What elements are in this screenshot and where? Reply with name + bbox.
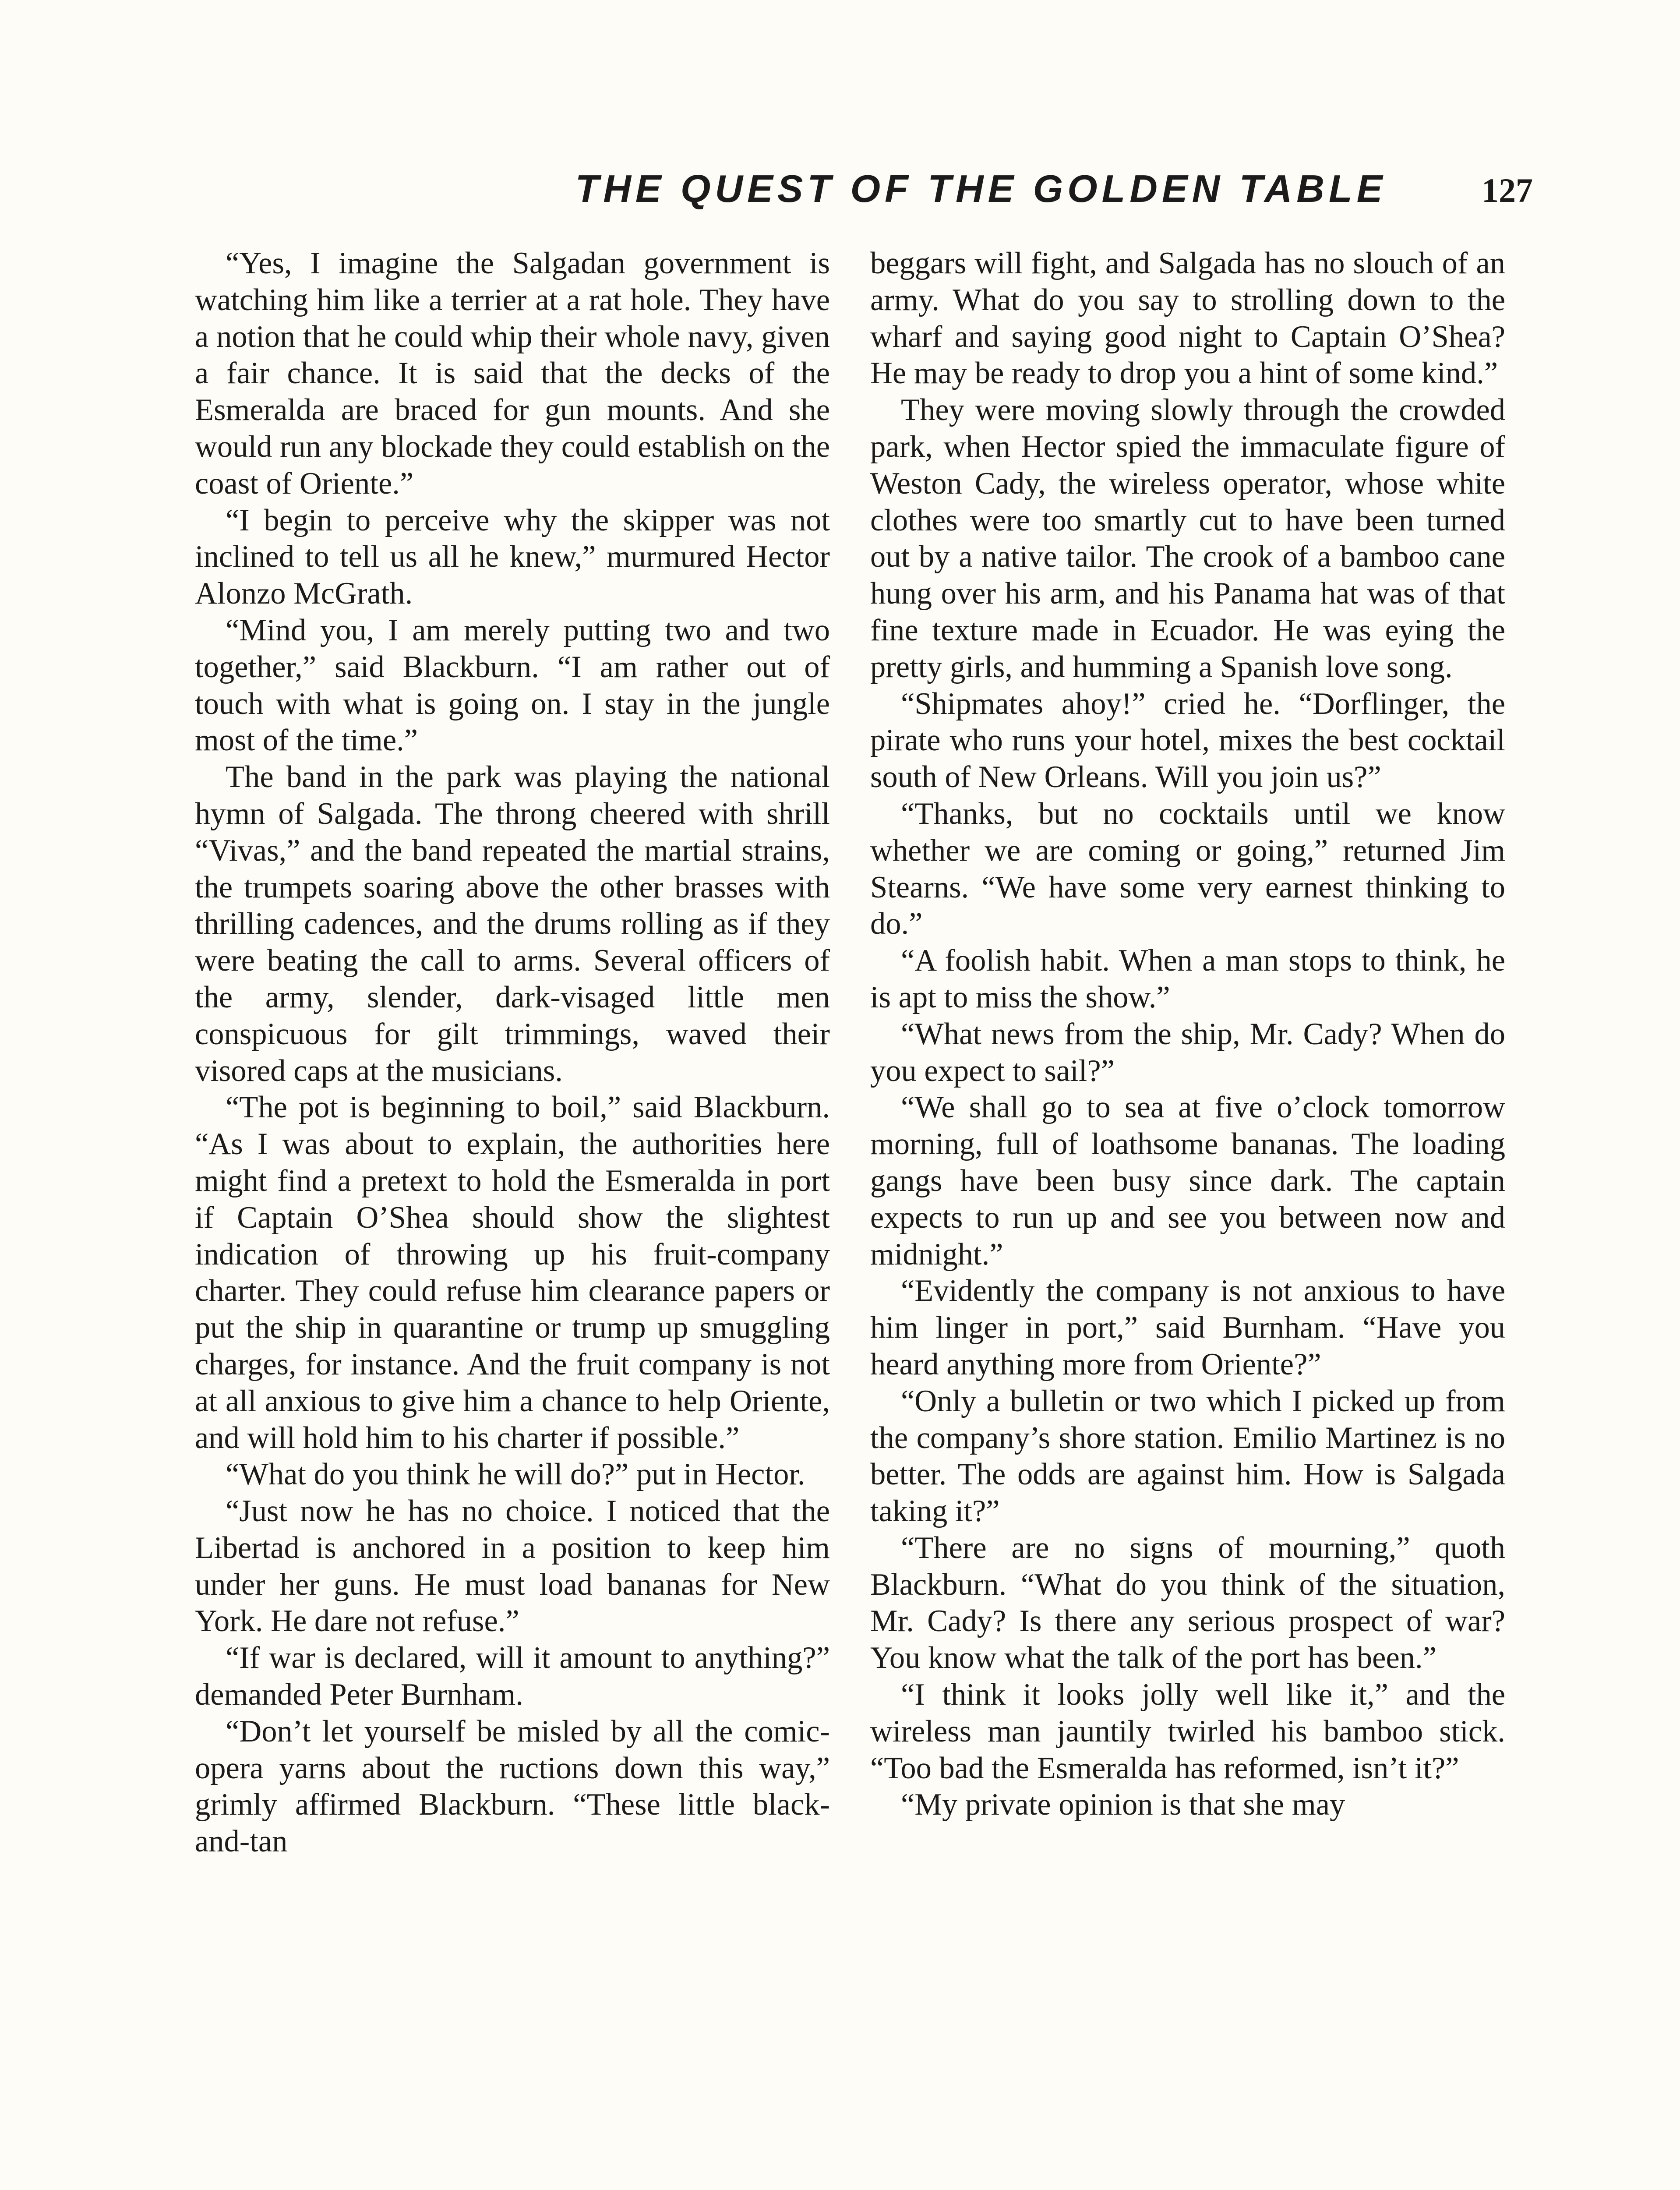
- paragraph: “Thanks, but no cocktails until we know whether we are coming or going,” returned Jim Stearns. “We have some very earnest thinking to do.”: [870, 796, 1505, 941]
- paragraph-continued: beggars will fight, and Salgada has no slouch of an army. What do you say to strolling down to the wharf and saying good night to Captain O’Shea? He may be ready to drop you a hint of some kind.”: [870, 246, 1505, 391]
- left-column: [195, 245, 830, 1860]
- paragraph: “What do you think he will do?” put in Hector.: [226, 1457, 805, 1492]
- paragraph: “Yes, I imagine the Salgadan government is watching him like a terrier at a rat hole. They have a notion that he could whip their whole navy, given a fair chance. It is said that the decks of the Esmeralda are braced for gun mounts. And she would run any blockade they could establish on the coast of Oriente.”: [195, 246, 830, 501]
- paragraph: They were moving slowly through the crowded park, when Hector spied the immaculate figure of Weston Cady, the wireless operator, whose white clothes were too smartly cut to have been turned out by a native tailor. The crook of a bamboo cane hung over his arm, and his Panama hat was of that fine texture made in Ecuador. He was eying the pretty girls, and humming a Spanish love song.: [870, 393, 1505, 684]
- paragraph: “What news from the ship, Mr. Cady? When do you expect to sail?”: [870, 1017, 1505, 1088]
- paragraph: “Don’t let yourself be misled by all the comic-opera yarns about the ructions down this way,” grimly affirmed Blackburn. “These little black-and-tan: [195, 1714, 830, 1859]
- paragraph: “I think it looks jolly well like it,” and the wireless man jauntily twirled his bamboo stick. “Too bad the Esmeralda has reformed, isn’t it?”: [870, 1678, 1505, 1785]
- paragraph: “Mind you, I am merely putting two and two together,” said Blackburn. “I am rather out of touch with what is going on. I stay in the jungle most of the time.”: [195, 613, 830, 758]
- paragraph: “Just now he has no choice. I noticed that the Libertad is anchored in a position to keep him under her guns. He must load bananas for New York. He dare not refuse.”: [195, 1494, 830, 1639]
- paragraph: “I begin to perceive why the skipper was not inclined to tell us all he knew,” murmured Hector Alonzo McGrath.: [195, 503, 830, 611]
- paragraph: “A foolish habit. When a man stops to think, he is apt to miss the show.”: [870, 943, 1505, 1014]
- page-number: 127: [1482, 171, 1533, 209]
- paragraph: “We shall go to sea at five o’clock tomorrow morning, full of loathsome bananas. The loading gangs have been busy since dark. The captain expects to run up and see you between now and midnight.”: [870, 1090, 1505, 1272]
- paragraph: “My private opinion is that she may: [901, 1787, 1345, 1822]
- paragraph: “The pot is beginning to boil,” said Blackburn. “As I was about to explain, the authorities here might find a pretext to hold the Esmeralda in port if Captain O’Shea should show the slightest indication of throwing up his fruit-company charter. They could refuse him clearance papers or put the ship in quarantine or trump up smuggling charges, for instance. And the fruit company is not at all anxious to give him a chance to help Oriente, and will hold him to his charter if possible.”: [195, 1090, 830, 1455]
- paragraph: “Only a bulletin or two which I picked up from the company’s shore station. Emilio Martinez is no better. The odds are against him. How is Salgada taking it?”: [870, 1384, 1505, 1529]
- paragraph: “There are no signs of mourning,” quoth Blackburn. “What do you think of the situation, Mr. Cady? Is there any serious prospect of war? You know what the talk of the port has been.”: [870, 1530, 1505, 1675]
- paragraph: The band in the park was playing the national hymn of Salgada. The throng cheered with shrill “Vivas,” and the band repeated the martial strains, the trumpets soaring above the other brasses with thrilling cadences, and the drums rolling as if they were beating the call to arms. Several officers of the army, slender, dark-visaged little men conspicuous for gilt trimmings, waved their visored caps at the musicians.: [195, 760, 830, 1088]
- paragraph: “Evidently the company is not anxious to have him linger in port,” said Burnham. “Have you heard anything more from Oriente?”: [870, 1274, 1505, 1381]
- paragraph: “If war is declared, will it amount to anything?” demanded Peter Burnham.: [195, 1641, 830, 1712]
- running-title: THE QUEST OF THE GOLDEN TABLE: [575, 167, 1387, 210]
- paragraph: “Shipmates ahoy!” cried he. “Dorflinger, the pirate who runs your hotel, mixes the best cocktail south of New Orleans. Will you join us?”: [870, 686, 1505, 795]
- right-column: [870, 245, 1505, 1823]
